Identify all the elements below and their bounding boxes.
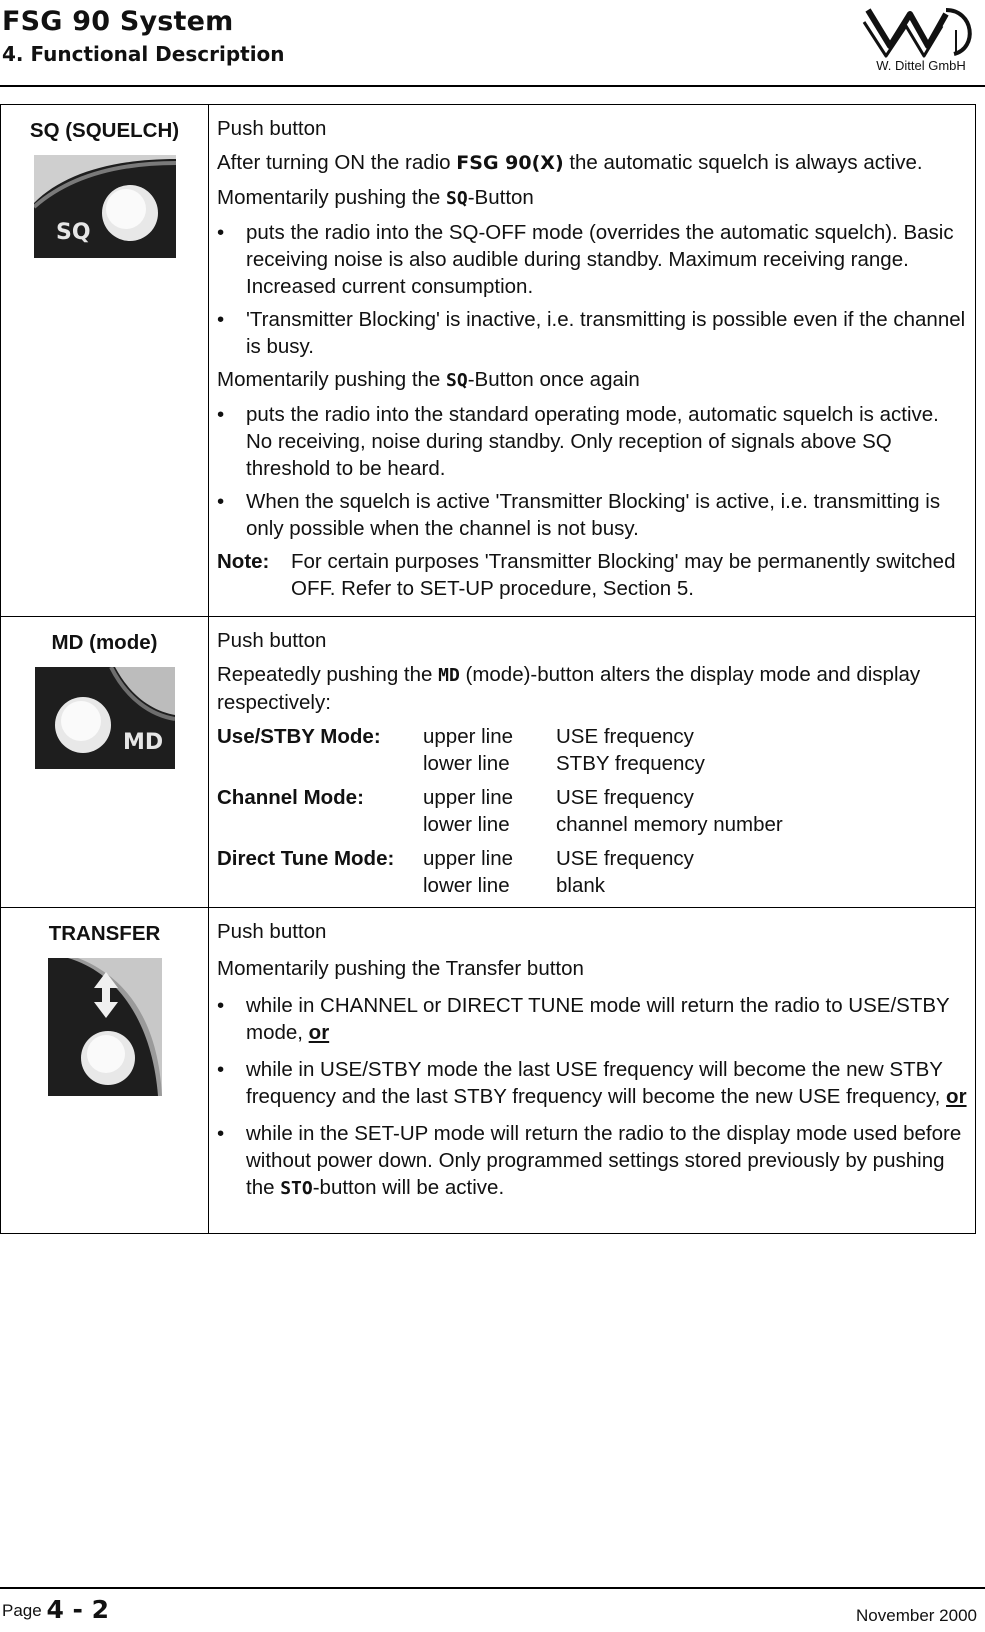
mode-line-value: channel memory number	[556, 813, 783, 836]
label-cell-sq	[1, 105, 209, 617]
sq-bullet-4: • When the squelch is active 'Transmitter Blocking' is active, i.e. transmitting is only possible when the channel is not busy.	[217, 490, 941, 540]
mode-name: Channel Mode:	[217, 786, 364, 809]
description-cell-md	[209, 617, 976, 908]
note-text: For certain purposes 'Transmitter Blocking' may be permanently switched OFF. Refer to SET-UP procedure, Section 5.	[291, 550, 956, 600]
transfer-intro: Push button	[217, 920, 327, 943]
mode-line-value: STBY frequency	[556, 752, 705, 775]
control-label-transfer: TRANSFER	[48, 922, 161, 945]
mode-line-value: blank	[556, 874, 606, 897]
transfer-bullet-1: • while in CHANNEL or DIRECT TUNE mode will return the radio to USE/STBY mode, or	[217, 994, 950, 1044]
table-row-sq	[1, 105, 976, 617]
section-title: 4. Functional Description	[2, 42, 285, 66]
sq-bullet-1: • puts the radio into the SQ-OFF mode (overrides the automatic squelch). Basic receiving noise is also audible during standby. Maximum receiving range. Increased current consumption.	[217, 221, 954, 298]
label-cell-transfer	[1, 908, 209, 1234]
mode-line-label: lower line	[423, 752, 510, 775]
sq-note	[217, 548, 967, 602]
control-label-sq: SQ (SQUELCH)	[29, 119, 180, 142]
page-number: Page 4 - 2	[2, 1595, 110, 1624]
mode-line-label: lower line	[423, 813, 510, 836]
md-image-text: MD	[122, 730, 163, 755]
sq-bullet-3: • puts the radio into the standard operating mode, automatic squelch is active. No receiving, noise during standby. Only reception of signals above SQ threshold to be heard.	[217, 403, 939, 480]
transfer-button-image	[48, 958, 162, 1096]
label-cell-md	[1, 617, 209, 908]
sq-image-text: SQ	[55, 220, 91, 245]
transfer-bullet-2: • while in USE/STBY mode the last USE frequency will become the new STBY frequency and the last STBY frequency will become the new USE frequency, or	[217, 1058, 967, 1108]
mode-line-label: upper line	[423, 725, 514, 748]
sq-bullet-2: • 'Transmitter Blocking' is inactive, i.e. transmitting is possible even if the channel is busy.	[217, 308, 966, 358]
function-table	[0, 104, 976, 1234]
footer-divider	[0, 1587, 985, 1589]
mode-line-value: USE frequency	[556, 847, 694, 870]
description-cell-sq	[209, 105, 976, 617]
mode-line-label: upper line	[423, 786, 514, 809]
table-row-md	[1, 617, 976, 908]
mode-line-value: USE frequency	[556, 786, 694, 809]
mode-name: Direct Tune Mode:	[217, 847, 395, 870]
document-title: FSG 90 System	[2, 6, 234, 37]
mode-table	[217, 723, 967, 899]
sq-paragraph-3: Momentarily pushing the SQ-Button once again	[217, 368, 640, 391]
sq-intro: Push button	[217, 117, 327, 140]
mode-line-label: upper line	[423, 847, 514, 870]
header-divider	[0, 85, 985, 87]
sq-button-image	[34, 155, 176, 258]
table-row-transfer	[1, 908, 976, 1234]
logo-caption: W. Dittel GmbH	[876, 58, 966, 73]
transfer-bullet-3: • while in the SET-UP mode will return the radio to the display mode used before without power down. Only programmed settings stored previously by pushing the STO-button will be active.	[217, 1122, 962, 1199]
md-paragraph-1: Repeatedly pushing the MD (mode)-button alters the display mode and display respectively:	[217, 663, 921, 714]
md-intro: Push button	[217, 629, 327, 652]
control-label-md: MD (mode)	[51, 631, 158, 654]
md-button-image	[35, 667, 175, 769]
description-cell-transfer	[209, 908, 976, 1234]
mode-name: Use/STBY Mode:	[217, 725, 381, 748]
mode-line-label: lower line	[423, 874, 510, 897]
transfer-paragraph-1: Momentarily pushing the Transfer button	[217, 957, 584, 980]
document-date: November 2000	[856, 1606, 977, 1625]
sq-paragraph-2: Momentarily pushing the SQ-Button	[217, 186, 534, 209]
mode-line-value: USE frequency	[556, 725, 694, 748]
note-label: Note:	[217, 550, 270, 573]
sq-paragraph-1: After turning ON the radio FSG 90(X) the automatic squelch is always active.	[217, 151, 923, 174]
